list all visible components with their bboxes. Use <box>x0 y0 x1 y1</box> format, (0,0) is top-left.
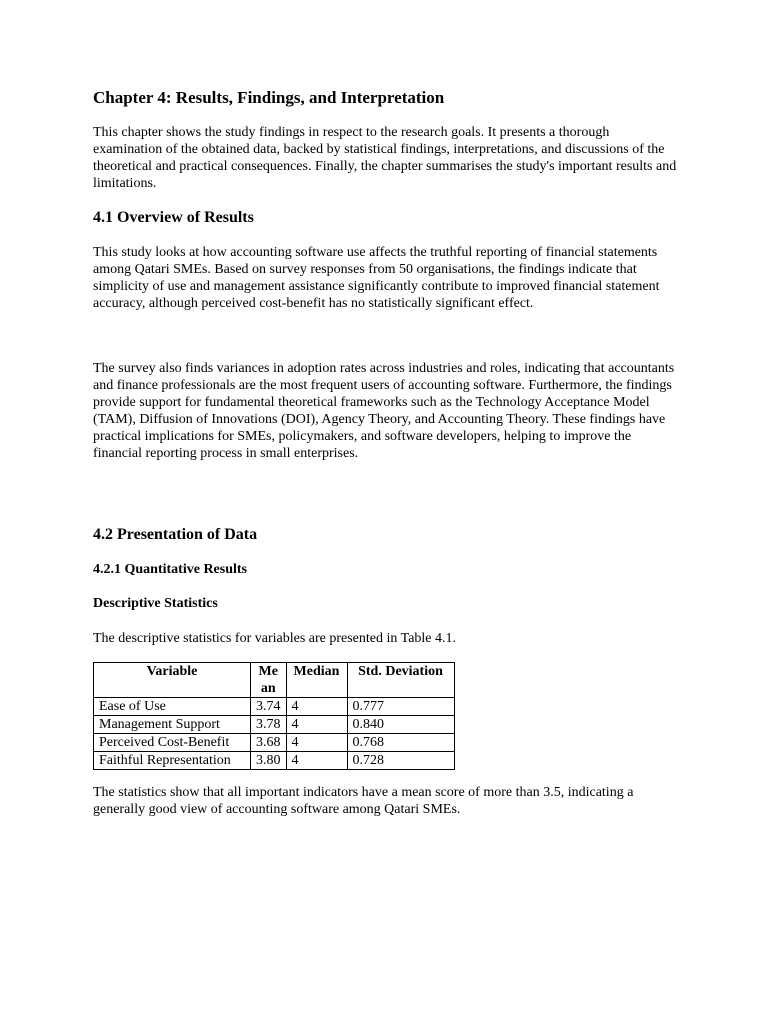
cell-median: 4 <box>286 698 347 716</box>
overview-paragraph-2: The survey also finds variances in adoption rates across industries and roles, indicating that accountants and finance professionals are the most frequent users of accounting software. Furthermore, the findings provide support for fundamental theoretical frameworks such as the Technology Acceptance Model (TAM), Diffusion of Innovations (DOI), Agency Theory, and Accounting Theory. These findings have practical implications for SMEs, policymakers, and software developers, helping to improve the financial reporting process in small enterprises. <box>93 361 675 461</box>
cell-mean: 3.74 <box>251 698 287 716</box>
cell-std-deviation: 0.728 <box>347 752 454 770</box>
cell-median: 4 <box>286 716 347 734</box>
header-median: Median <box>286 663 347 698</box>
cell-std-deviation: 0.840 <box>347 716 454 734</box>
table-row <box>94 734 455 752</box>
cell-variable: Ease of Use <box>94 698 251 716</box>
table-header-row <box>94 663 455 698</box>
cell-mean: 3.78 <box>251 716 287 734</box>
cell-std-deviation: 0.768 <box>347 734 454 752</box>
chapter-title: Chapter 4: Results, Findings, and Interpretation <box>93 88 445 107</box>
table-intro-text: The descriptive statistics for variables are presented in Table 4.1. <box>93 631 457 646</box>
subsection-heading-4-2-1: 4.2.1 Quantitative Results <box>93 562 247 577</box>
intro-paragraph: This chapter shows the study findings in respect to the research goals. It presents a thorough examination of the obtained data, backed by statistical findings, interpretations, and discussions of the theoretical and practical consequences. Finally, the chapter summarises the study's important results and limitations. <box>93 125 677 191</box>
header-std-deviation: Std. Deviation <box>347 663 454 698</box>
cell-variable: Faithful Representation <box>94 752 251 770</box>
cell-median: 4 <box>286 752 347 770</box>
table-row <box>94 698 455 716</box>
cell-variable: Perceived Cost-Benefit <box>94 734 251 752</box>
cell-median: 4 <box>286 734 347 752</box>
table-row <box>94 716 455 734</box>
cell-std-deviation: 0.777 <box>347 698 454 716</box>
descriptive-statistics-heading: Descriptive Statistics <box>93 596 218 611</box>
cell-variable: Management Support <box>94 716 251 734</box>
cell-mean: 3.80 <box>251 752 287 770</box>
cell-mean: 3.68 <box>251 734 287 752</box>
table-row <box>94 752 455 770</box>
header-mean: Mean <box>251 663 287 698</box>
header-variable: Variable <box>94 663 251 698</box>
descriptive-statistics-table <box>93 662 455 770</box>
section-heading-4-2: 4.2 Presentation of Data <box>93 526 258 543</box>
section-heading-4-1: 4.1 Overview of Results <box>93 209 254 226</box>
table-summary-text: The statistics show that all important indicators have a mean score of more than 3.5, indicating a generally good view of accounting software among Qatari SMEs. <box>93 785 634 817</box>
overview-paragraph-1: This study looks at how accounting software use affects the truthful reporting of financial statements among Qatari SMEs. Based on survey responses from 50 organisations, the findings indicate that simplicity of use and management assistance significantly contribute to improved financial statement accuracy, although perceived cost-benefit has no statistically significant effect. <box>93 245 660 311</box>
